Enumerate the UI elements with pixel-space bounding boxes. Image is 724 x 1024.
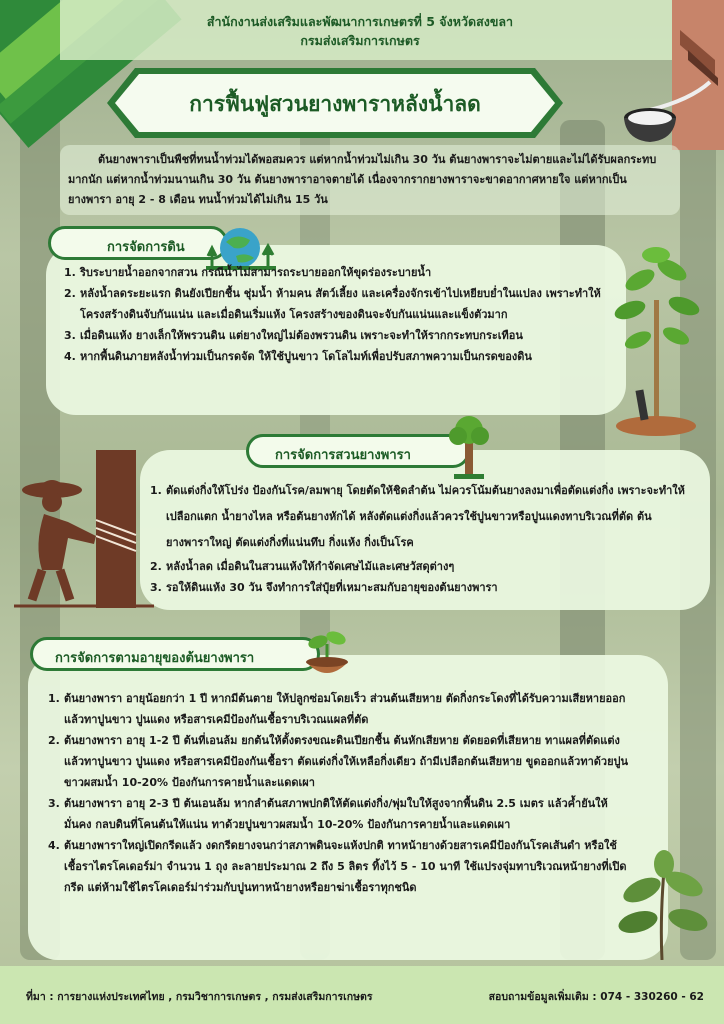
list-item: 4. ต้นยางพาราใหญ่เปิดกรีดแล้ว งดกรีดยางจนกว่าสภาพดินจะแห้งปกติ ทาหน้ายางด้วยสารเคมีป้องกันโรคเส้นดำ หรือใช้เชื้อราไตรโคเดอร์ม่า จำนวน 1 ถุง ละลายประมาณ 2 ถึง 5 ลิตร ทิ้งไว้ 5 - 10 นาที ใช้แปรงจุ่มทาบริเวณหน้ายางที่เปิดกรีด แต่ห้ามใช้ไตรโคเดอร์ม่าร่วมกับปูนทาหน้ายางหรือยาฆ่าเชื้อราทุกชนิด: [48, 839, 627, 894]
intro-paragraph: ต้นยางพาราเป็นพืชที่ทนน้ำท่วมได้พอสมควร แต่หากน้ำท่วมไม่เกิน 30 วัน ต้นยางพาราจะไม่ตายและไม่ได้รับผลกระทบมากนัก แต่หากน้ำท่วมนานเกิน 30 วัน ต้นยางพาราอาจตายได้ เนื่องจากรากยางพาราจะขาดอากาศหายใจ แต่หากเป็นยางพารา อายุ 2 - 8 เดือน ทนน้ำท่วมได้ไม่เกิน 15 วัน: [68, 153, 657, 206]
leafy-branch-icon: [612, 850, 712, 960]
seedling-pot-icon: [302, 624, 352, 680]
title-banner: [105, 66, 565, 140]
page-title: การฟื้นฟูสวนยางพาราหลังน้ำลด: [189, 92, 481, 116]
section-soil-heading: [48, 226, 228, 260]
section-heading-label: การจัดการสวนยางพารา: [275, 448, 411, 463]
header: [100, 0, 620, 60]
footer: [0, 966, 724, 1024]
section-heading-label: การจัดการตามอายุของต้นยางพารา: [55, 651, 255, 666]
list-item: 3. รอให้ดินแห้ง 30 วัน จึงทำการใส่ปุ๋ยที่เหมาะสมกับอายุของต้นยางพารา: [150, 581, 498, 594]
list-item: 4. หากพื้นดินภายหลังน้ำท่วมเป็นกรดจัด ให้ใช้ปูนขาว โดโลไมท์เพื่อปรับสภาพความเป็นกรดของดิน: [64, 350, 532, 363]
soil-list: [64, 262, 624, 367]
tree-icon: [444, 412, 494, 482]
list-item: 2. หลังน้ำลดระยะแรก ดินยังเปียกชื้น ชุ่มน้ำ ห้ามคน สัตว์เลี้ยง และเครื่องจักรเข้าไปเหยียบย่ำในแปลง เพราะทำให้โครงสร้างดินจับกันแน่น และเมื่อดินเริ่มแห้ง โครงสร้างของดินจะจับกันแน่นและแข็งตัวมาก: [64, 287, 601, 321]
header-org: สำนักงานส่งเสริมและพัฒนาการเกษตรที่ 5 จังหวัดสงขลา: [206, 14, 514, 29]
list-item: 3. เมื่อดินแห้ง ยางเล็กให้พรวนดิน แต่ยางใหญ่ไม่ต้องพรวนดิน เพราะจะทำให้รากกระทบกระเทือน: [64, 329, 523, 342]
sapling-icon: [610, 240, 705, 440]
list-item: 1. ต้นยางพารา อายุน้อยกว่า 1 ปี หากมีต้นตาย ให้ปลูกซ่อมโดยเร็ว ส่วนต้นเสียหาย ตัดกิ่งกระโดงที่ได้รับความเสียหายออก แล้วทาปูนขาว ปูนแดง หรือสารเคมีป้องกันเชื้อราบริเวณแผลที่ตัด: [48, 692, 626, 726]
footer-source: ที่มา : การยางแห่งประเทศไทย , กรมวิชาการเกษตร , กรมส่งเสริมการเกษตร: [26, 991, 373, 1003]
garden-list: [150, 478, 695, 598]
rubber-tapper-icon: [14, 450, 154, 610]
list-item: 1. ริบระบายน้ำออกจากสวน กรณีน้ำไม่สามารถระบายออกให้ขุดร่องระบายน้ำ: [64, 266, 432, 279]
section-garden-heading: [246, 434, 470, 468]
list-item: 2. หลังน้ำลด เมื่อดินในสวนแห้งให้กำจัดเศษไม้และเศษวัสดุต่างๆ: [150, 560, 455, 573]
age-list: [48, 688, 633, 898]
list-item: 1. ตัดแต่งกิ่งให้โปร่ง ป้องกันโรค/ลมพายุ โดยตัดให้ชิดลำต้น ไม่ควรโน้มต้นยางลงมาเพื่อตัดแต่งกิ่ง เพราะจะทำให้เปลือกแตก น้ำยางไหล หรือต้นยางหักได้ หลังตัดแต่งกิ่งแล้วควรใช้ปูนขาวหรือปูนแดงทาบริเวณที่ตัด ต้นยางพาราใหญ่ ตัดแต่งกิ่งที่แน่นทึบ กิ่งแห้ง กิ่งเป็นโรค: [150, 484, 685, 549]
section-heading-label: การจัดการดิน: [107, 240, 185, 255]
rubber-tree-cup-icon: [620, 0, 724, 150]
section-age-heading: [30, 637, 320, 671]
list-item: 2. ต้นยางพารา อายุ 1-2 ปี ต้นที่เอนล้ม ยกต้นให้ตั้งตรงขณะดินเปียกชื้น ต้นหักเสียหาย ตัดยอดที่เสียหาย ทาแผลที่ตัดแต่ง แล้วทาปูนขาว ปูนแดง หรือสารเคมีป้องกันเชื้อรา ตัดแต่งกิ่งให้เหลือกิ่งเดียว ถ้ามีเปลือกต้นเสียหาย ขูดออกแล้วทาด้วยปูนขาวผสมน้ำ 10-20% ป้องกันการคายน้ำและแดดเผา: [48, 734, 629, 789]
header-dept: กรมส่งเสริมการเกษตร: [300, 33, 420, 48]
list-item: 3. ต้นยางพารา อายุ 2-3 ปี ต้นเอนล้ม หากลำต้นสภาพปกติให้ตัดแต่งกิ่ง/พุ่มใบให้สูงจากพื้นดิน 2.5 เมตร แล้วค้ำยันให้มั่นคง กลบดินที่โคนต้นให้แน่น ทาด้วยปูนขาวผสมน้ำ 10-20% ป้องกันการคายน้ำและแดดเผา: [48, 797, 608, 831]
footer-contact: สอบถามข้อมูลเพิ่มเติม : 074 - 330260 - 62: [488, 991, 704, 1003]
